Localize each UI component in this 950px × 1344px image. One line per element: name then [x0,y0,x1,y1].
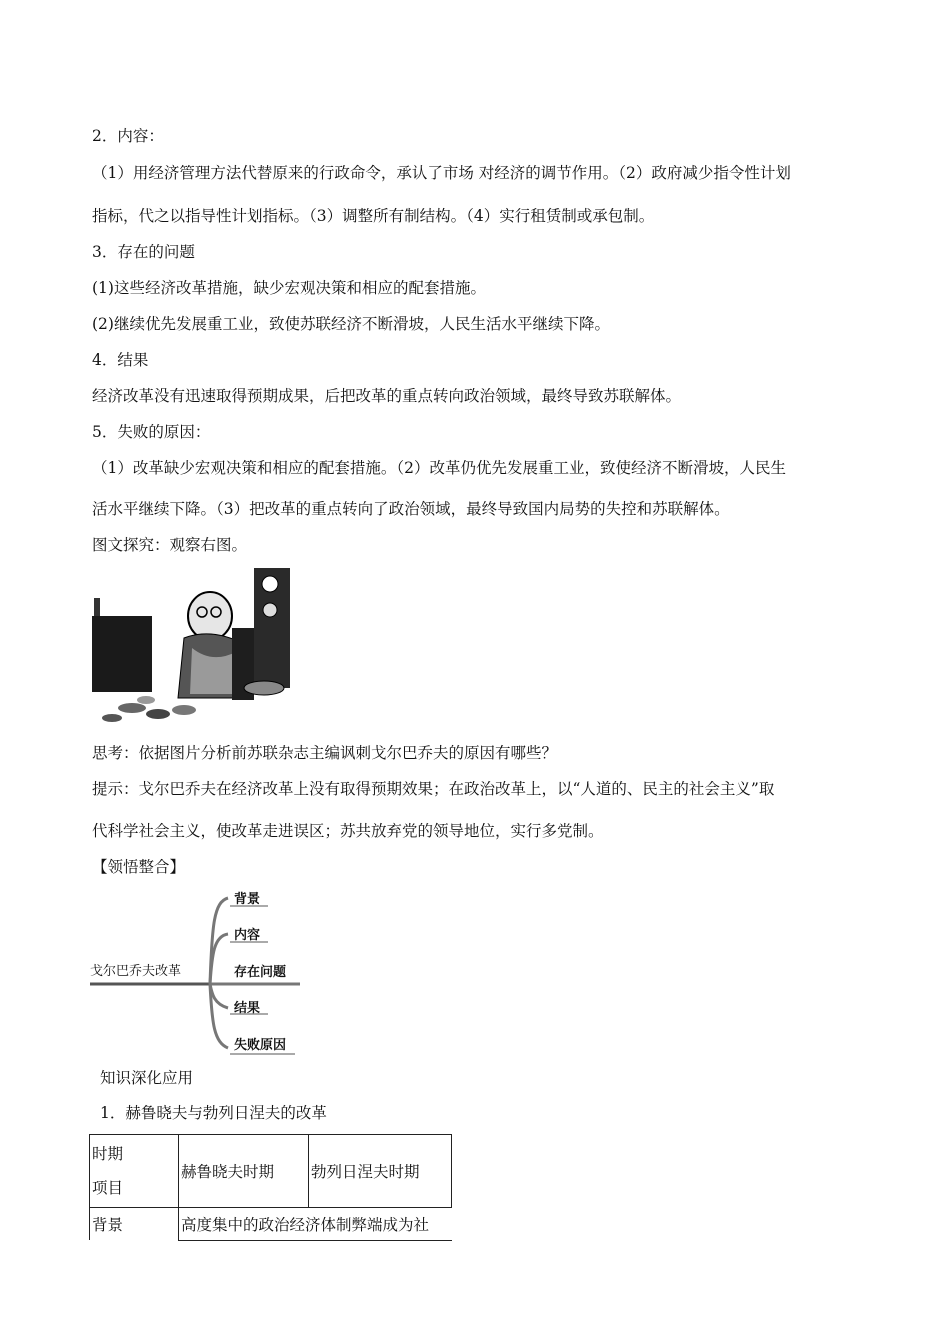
table-header-row [90,1135,452,1208]
content-paragraph-line1: （1）用经济管理方法代替原来的行政命令，承认了市场 对经济的调节作用。（2）政府减少指令性计划 [92,164,791,182]
mind-map [90,884,305,1059]
reform-comparison-table [89,1134,452,1241]
table-corner-item: 项目 [92,1179,124,1197]
cartoon-illustration [92,568,290,726]
content-heading: 2．内容： [92,127,164,145]
mind-map-branch-problems: 存在问题 [234,965,287,980]
explore-prompt: 图文探究：观察右图。 [92,536,248,554]
problems-item-2: (2)继续优先发展重工业，致使苏联经济不断滑坡，人民生活水平继续下降。 [92,315,610,333]
problems-item-1: (1)这些经济改革措施，缺少宏观决策和相应的配套措施。 [92,279,486,297]
mind-map-branch-result: 结果 [234,1001,261,1016]
mind-map-branch-content: 内容 [234,928,261,943]
table-corner-period: 时期 [92,1145,124,1163]
table-header-brezhnev: 勃列日涅夫时期 [309,1135,452,1208]
result-paragraph: 经济改革没有迅速取得预期成果，后把改革的重点转向政治领域，最终导致苏联解体。 [92,387,682,405]
failure-paragraph-line1: （1）改革缺少宏观决策和相应的配套措施。（2）改革仍优先发展重工业，致使经济不断滑坡，人民生 [92,459,786,477]
table-cell-background-text: 高度集中的政治经济体制弊端成为社 [179,1208,452,1241]
mind-map-branch-background: 背景 [234,892,261,907]
deepen-heading: 知识深化应用 [100,1069,194,1087]
reform-heading: 1．赫鲁晓夫与勃列日涅夫的改革 [100,1104,327,1122]
content-paragraph-line2: 指标，代之以指导性计划指标。（3）调整所有制结构。（4）实行租赁制或承包制。 [92,207,655,225]
summary-heading: 【领悟整合】 [92,858,186,876]
table-row [90,1208,452,1241]
mind-map-branch-failure: 失败原因 [234,1038,287,1053]
failure-heading: 5．失败的原因： [92,423,211,441]
problems-heading: 3．存在的问题 [92,243,195,261]
think-question: 思考：依据图片分析前苏联杂志主编讽刺戈尔巴乔夫的原因有哪些？ [92,744,558,762]
mind-map-root: 戈尔巴乔夫改革 [90,964,182,979]
table-row-label-background: 背景 [90,1208,179,1241]
hint-paragraph-line2: 代科学社会主义，使改革走进误区；苏共放弃党的领导地位，实行多党制。 [92,822,604,840]
hint-paragraph-line1: 提示：戈尔巴乔夫在经济改革上没有取得预期效果；在政治改革上，以“人道的、民主的社会主义”取 [92,780,775,798]
table-corner-cell [90,1135,179,1208]
table-header-khrushchev: 赫鲁晓夫时期 [179,1135,309,1208]
failure-paragraph-line2: 活水平继续下降。（3）把改革的重点转向了政治领域，最终导致国内局势的失控和苏联解体。 [92,500,730,518]
result-heading: 4．结果 [92,351,149,369]
